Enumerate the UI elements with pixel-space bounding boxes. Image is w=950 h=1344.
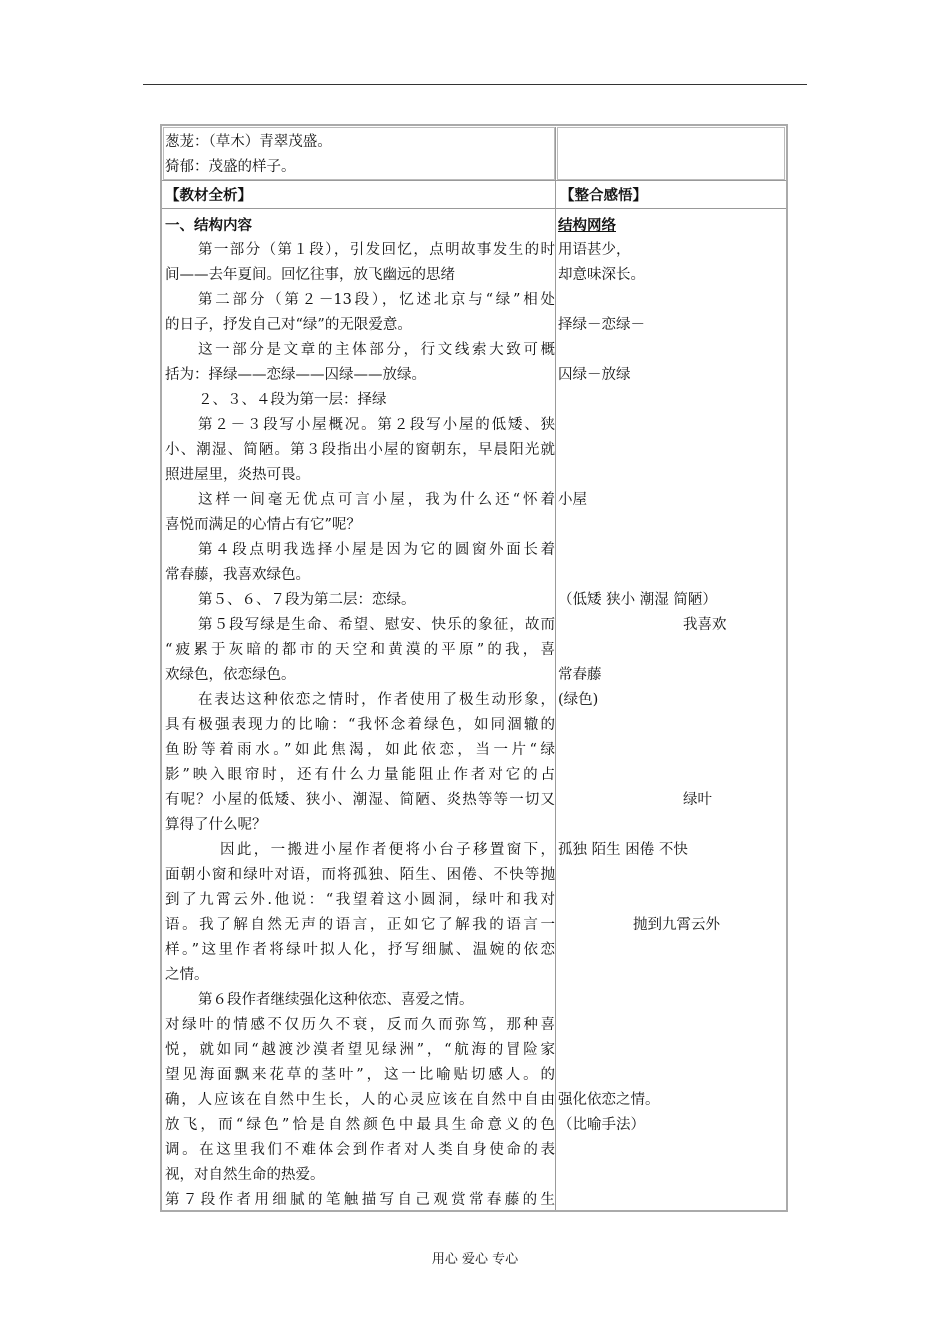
body-line: 语。我了解自然无声的语言，正如它了解我的语言一	[165, 917, 555, 933]
body-line: 悦，就如同“越渡沙漠者望见绿洲”，“航海的冒险家	[165, 1042, 555, 1058]
network-note: 小屋	[558, 492, 587, 508]
body-line: 鱼盼等着雨水。”如此焦渴，如此依恋，当一片“绿	[165, 742, 555, 758]
network-note: 囚绿－放绿	[558, 367, 631, 383]
body-line: 视，对自然生命的热爱。	[165, 1167, 325, 1183]
body-line: 在表达这种依恋之情时，作者使用了极生动形象，	[198, 692, 555, 708]
structure-network-title: 结构网络	[558, 217, 616, 234]
body-line: 望见海面飘来花草的茎叶”，这一比喻贴切感人。的	[165, 1067, 555, 1083]
body-line: 放飞，而“绿色”恰是自然颜色中最具生命意义的色	[165, 1117, 555, 1133]
network-note: 绿叶	[683, 792, 712, 808]
body-line: 有呢？小屋的低矮、狭小、潮湿、简陋、炎热等等一切又	[165, 792, 555, 808]
body-line: 常春藤，我喜欢绿色。	[165, 567, 310, 583]
row-divider	[162, 180, 786, 181]
body-line: 面朝小窗和绿叶对语，而将孤独、陌生、困倦、不快等抛	[165, 867, 555, 883]
body-line: 第５段写绿是生命、希望、慰安、快乐的象征，故而	[198, 617, 555, 633]
network-note: 却意味深长。	[558, 267, 645, 283]
body-line: “疲累于灰暗的都市的天空和黄漠的平原”的我，喜	[165, 642, 555, 658]
body-line: 的日子，抒发自己对“绿”的无限爱意。	[165, 317, 412, 333]
body-line: 对绿叶的情感不仅历久不衰，反而久而弥笃，那种喜	[165, 1017, 555, 1033]
body-line: 确，人应该在自然中生长，人的心灵应该在自然中自由	[165, 1092, 555, 1108]
body-line: 算得了什么呢？	[165, 817, 267, 833]
header-integrated-insight: 【整合感悟】	[560, 187, 647, 204]
body-line: 这样一间毫无优点可言小屋，我为什么还“怀着	[198, 492, 555, 508]
column-divider	[555, 127, 556, 1210]
network-note: 常春藤	[558, 667, 602, 683]
body-line: ２、３、４段为第一层：择绿	[198, 392, 387, 408]
body-line: 喜悦而满足的心情占有它”呢？	[165, 517, 361, 533]
page-header-rule	[143, 84, 807, 85]
body-line: 第７段作者用细腻的笔触描写自己观赏常春藤的生	[165, 1192, 555, 1208]
network-note: (绿色)	[558, 692, 599, 708]
body-line: 第４段点明我选择小屋是因为它的圆窗外面长着	[198, 542, 555, 558]
body-line: 照进屋里，炎热可畏。	[165, 467, 310, 483]
definition-line: 葱茏：（草木）青翠茂盛。	[165, 134, 332, 150]
row-divider	[162, 208, 786, 209]
body-line: 第一部分（第１段），引发回忆，点明故事发生的时	[198, 242, 555, 258]
body-line: 到了九霄云外.他说：“我望着这小圆洞，绿叶和我对	[165, 892, 555, 908]
body-line: 第二部分（第２－13段），忆述北京与“绿”相处	[198, 292, 555, 308]
body-line: 括为：择绿——恋绿——囚绿——放绿。	[165, 367, 426, 383]
network-note: （低矮 狭小 潮湿 简陋）	[558, 592, 717, 608]
network-note: 择绿－恋绿－	[558, 317, 645, 333]
body-line: 小、潮湿、简陋。第３段指出小屋的窗朝东，早晨阳光就	[165, 442, 555, 458]
body-line: 第２－３段写小屋概况。第２段写小屋的低矮、狭	[198, 417, 555, 433]
header-textbook-analysis: 【教材全析】	[165, 187, 252, 204]
body-line: 间——去年夏间。回忆往事，放飞幽远的思绪	[165, 267, 455, 283]
section-title: 一、结构内容	[165, 217, 252, 234]
body-line: 具有极强表现力的比喻：“我怀念着绿色，如同涸辙的	[165, 717, 555, 733]
body-line: 调。在这里我们不难体会到作者对人类自身使命的表	[165, 1142, 555, 1158]
definition-line: 猗郁：茂盛的样子。	[165, 159, 296, 175]
page-footer: 用心 爱心 专心	[431, 1252, 519, 1267]
network-note: 孤独 陌生 困倦 不快	[558, 842, 688, 858]
body-line: 欢绿色，依恋绿色。	[165, 667, 296, 683]
body-line: 影”映入眼帘时，还有什么力量能阻止作者对它的占	[165, 767, 555, 783]
network-note: 抛到九霄云外	[633, 917, 720, 933]
network-note: 我喜欢	[683, 617, 727, 633]
network-note: 强化依恋之情。	[558, 1092, 660, 1108]
body-line: 之情。	[165, 967, 209, 983]
empty-cell	[557, 127, 785, 180]
body-line: 这一部分是文章的主体部分，行文线索大致可概	[198, 342, 555, 358]
network-note: 用语甚少，	[558, 242, 631, 258]
body-line: 第５、６、７段为第二层：恋绿。	[198, 592, 416, 608]
body-line: 第６段作者继续强化这种依恋、喜爱之情。	[198, 992, 474, 1008]
body-line: 样。”这里作者将绿叶拟人化，抒写细腻、温婉的依恋	[165, 942, 555, 958]
body-line: 因此，一搬进小屋作者便将小台子移置窗下，	[220, 842, 555, 858]
network-note: （比喻手法）	[558, 1117, 645, 1133]
